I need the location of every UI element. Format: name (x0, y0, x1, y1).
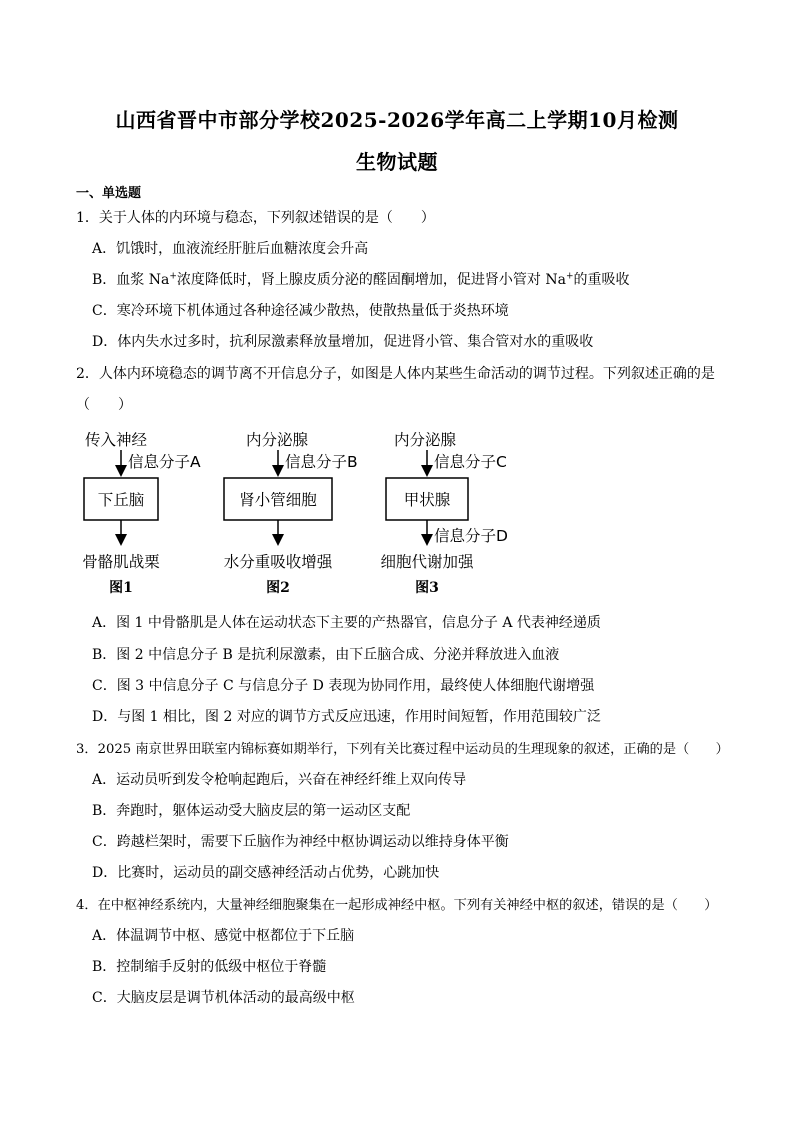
fig3-top-label: 内分泌腺 (394, 431, 457, 449)
question-1-option-b: B．血浆 Na+浓度降低时，肾上腺皮质分泌的醛固酮增加，促进肾小管对 Na+的重吸收 (92, 271, 630, 288)
fig1-box-label: 下丘脑 (97, 491, 145, 509)
question-2-option-a: A．图 1 中骨骼肌是人体在运动状态下主要的产热器官，信息分子 A 代表神经递质 (92, 615, 601, 631)
question-2-stem-cont: （ ） (76, 397, 132, 413)
question-4-option-a: A．体温调节中枢、感觉中枢都位于下丘脑 (92, 928, 355, 944)
fig2-bottom-label: 水分重吸收增强 (223, 553, 333, 571)
fig3-caption: 图3 (415, 580, 439, 596)
fig2-top-label: 内分泌腺 (246, 431, 309, 449)
question-2-option-d: D．与图 1 相比，图 2 对应的调节方式反应迅速，作用时间短暂，作用范围较广泛 (92, 709, 601, 725)
question-1-option-d: D．体内失水过多时，抗利尿激素释放量增加，促进肾小管、集合管对水的重吸收 (92, 334, 594, 350)
question-3-stem: 3．2025 南京世界田联室内锦标赛如期举行，下列有关比赛过程中运动员的生理现象的叙述，正确的是（ ） (76, 742, 729, 757)
fig1-bottom-label: 骨骼肌战栗 (82, 553, 160, 571)
question-2-option-c: C．图 3 中信息分子 C 与信息分子 D 表现为协同作用，最终使人体细胞代谢增强 (92, 678, 595, 694)
fig2-signal-label: 信息分子B (285, 453, 358, 471)
question-2-option-b: B．图 2 中信息分子 B 是抗利尿激素，由下丘脑合成、分泌并释放进入血液 (92, 647, 560, 663)
fig1-signal-label: 信息分子A (128, 453, 201, 471)
question-4-stem: 4．在中枢神经系统内，大量神经细胞聚集在一起形成神经中枢。下列有关神经中枢的叙述，错误的是（ ） (76, 898, 718, 913)
question-1-stem: 1．关于人体的内环境与稳态，下列叙述错误的是（ ） (76, 210, 435, 226)
fig3-bottom-label: 细胞代谢加强 (380, 553, 474, 571)
section-heading: 一、单选题 (76, 186, 142, 201)
fig3-signal-label: 信息分子C (434, 453, 507, 471)
page-title: 山西省晋中市部分学校2025-2026学年高二上学期10月检测 (115, 108, 679, 132)
question-2-stem: 2．人体内环境稳态的调节离不开信息分子，如图是人体内某些生命活动的调节过程。下列叙述正确的是 (76, 366, 715, 382)
question-1-option-c: C．寒冷环境下机体通过各种途径减少散热，使散热量低于炎热环境 (92, 303, 509, 319)
question-3-option-c: C．跨越栏架时，需要下丘脑作为神经中枢协调运动以维持身体平衡 (92, 834, 509, 850)
question-1-option-a: A．饥饿时，血液流经肝脏后血糖浓度会升高 (92, 241, 369, 257)
fig1-top-label: 传入神经 (85, 431, 148, 449)
fig3-box-label: 甲状腺 (403, 491, 451, 509)
question-4-option-b: B．控制缩手反射的低级中枢位于脊髓 (92, 959, 327, 975)
fig2-caption: 图2 (266, 580, 290, 596)
page-subtitle: 生物试题 (356, 150, 438, 174)
fig2-box-label: 肾小管细胞 (239, 491, 317, 509)
question-3-option-b: B．奔跑时，躯体运动受大脑皮层的第一运动区支配 (92, 803, 411, 819)
question-4-option-c: C．大脑皮层是调节机体活动的最高级中枢 (92, 990, 355, 1006)
regulation-diagram (0, 420, 794, 610)
fig1-caption: 图1 (109, 580, 133, 596)
question-3-option-d: D．比赛时，运动员的副交感神经活动占优势，心跳加快 (92, 865, 440, 881)
fig3-signal2-label: 信息分子D (434, 527, 508, 545)
question-3-option-a: A．运动员听到发令枪响起跑后，兴奋在神经纤维上双向传导 (92, 772, 467, 788)
